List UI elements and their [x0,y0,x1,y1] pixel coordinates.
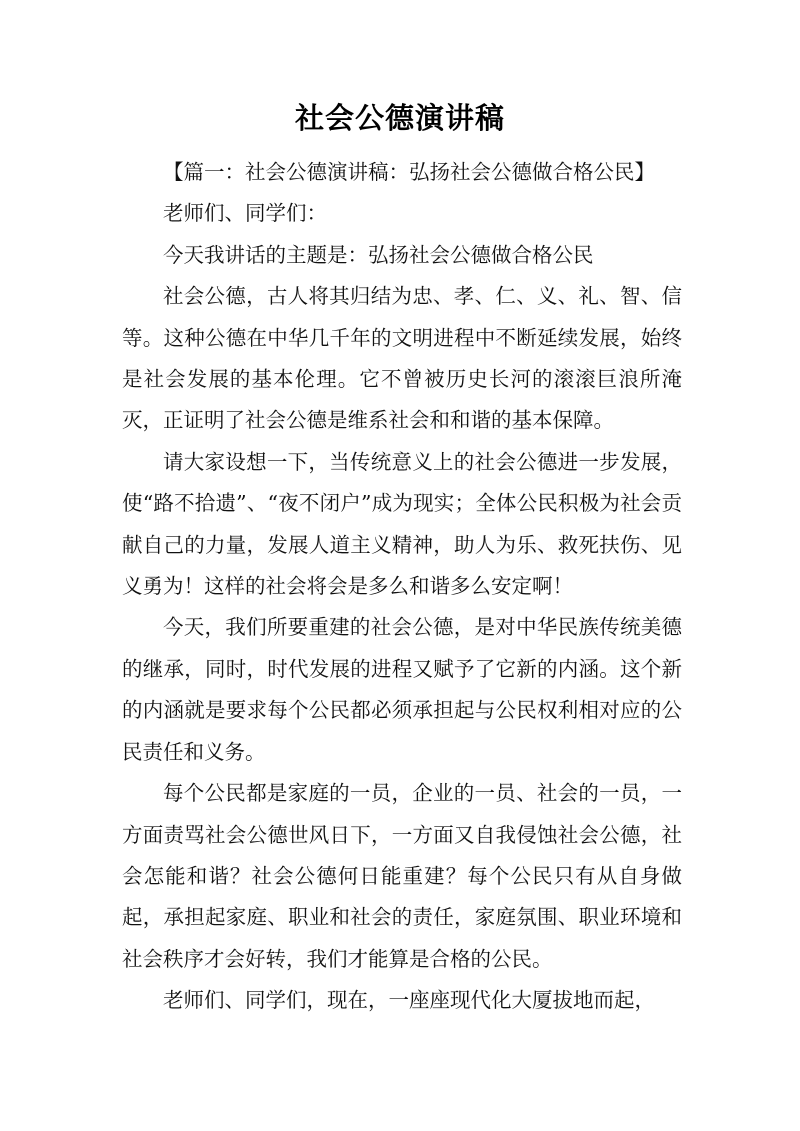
paragraph: 今天，我们所要重建的社会公德，是对中华民族传统美德的继承，同时，时代发展的进程又赋予了它新的内涵。这个新的内涵就是要求每个公民都必须承担起与公民权利相对应的公民责任和义务。 [122,615,682,764]
document-title: 社会公德演讲稿 [294,101,505,135]
paragraph-topic: 今天我讲话的主题是：弘扬社会公德做合格公民 [163,242,594,267]
section-heading: 【篇一：社会公德演讲稿：弘扬社会公德做合格公民】 [163,160,655,184]
paragraph: 社会公德，古人将其归结为忠、孝、仁、义、礼、智、信等。这种公德在中华几千年的文明进程中不断延续发展，始终是社会发展的基本伦理。它不曾被历史长河的滚滚巨浪所淹灭，正证明了社会公德是维系社会和和谐的基本保障。 [122,284,682,433]
salutation: 老师们、同学们： [163,201,327,226]
document-body [122,152,682,1022]
paragraph: 每个公民都是家庭的一员，企业的一员、社会的一员，一方面责骂社会公德世风日下，一方面又自我侵蚀社会公德，社会怎能和谐？社会公德何日能重建？每个公民只有从自身做起，承担起家庭、职业和社会的责任，家庭氛围、职业环境和社会秩序才会好转，我们才能算是合格的公民。 [122,781,682,971]
paragraph: 请大家设想一下，当传统意义上的社会公德进一步发展，使“路不拾遗”、“夜不闭户”成为现实；全体公民积极为社会贡献自己的力量，发展人道主义精神，助人为乐、救死扶伤、见义勇为！这样的社会将会是多么和谐多么安定啊！ [122,449,682,599]
paragraph: 老师们、同学们，现在，一座座现代化大厦拔地而起， [163,988,655,1013]
